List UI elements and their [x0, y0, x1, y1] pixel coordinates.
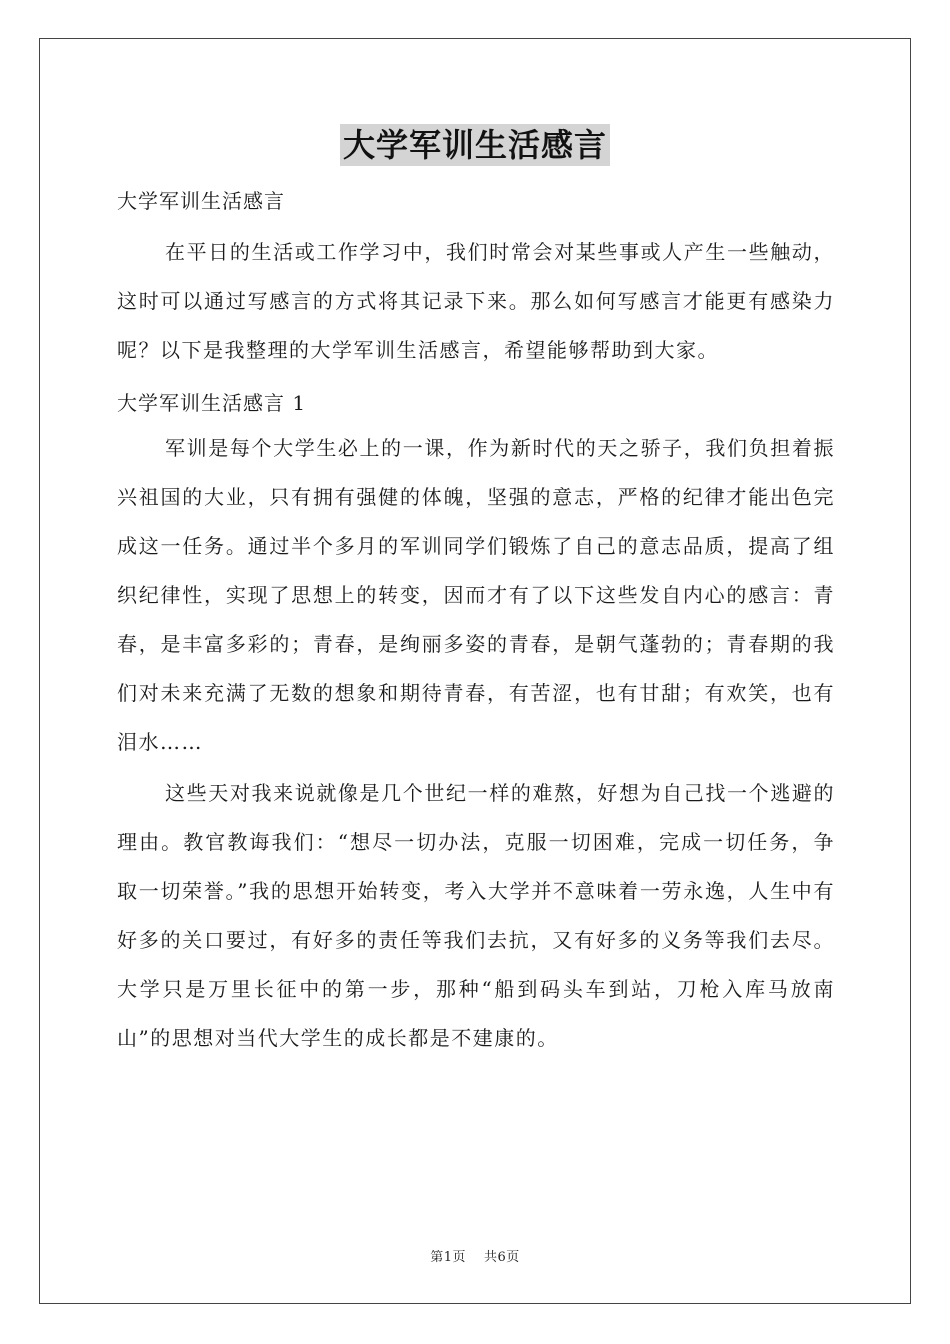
- document-body: [117, 180, 835, 1063]
- document-title: 大学军训生活感言: [340, 124, 610, 166]
- body-paragraph-2: 这些天对我来说就像是几个世纪一样的难熬，好想为自己找一个逃避的理由。教官教诲我们：“想尽一切办法，克服一切困难，完成一切任务，争取一切荣誉。”我的思想开始转变，考入大学并不意味着一劳永逸，人生中有好多的关口要过，有好多的责任等我们去抗，又有好多的义务等我们去尽。大学只是万里长征中的第一步，那种“船到码头车到站，刀枪入库马放南山”的思想对当代大学生的成长都是不建康的。: [117, 781, 835, 1050]
- intro-paragraph: 在平日的生活或工作学习中，我们时常会对某些事或人产生一些触动，这时可以通过写感言的方式将其记录下来。那么如何写感言才能更有感染力呢？以下是我整理的大学军训生活感言，希望能够帮助到大家。: [117, 240, 835, 362]
- page-total: 共6页: [484, 1250, 520, 1265]
- page-number: 第1页: [430, 1250, 466, 1265]
- page-footer: [0, 1246, 950, 1265]
- title-container: [0, 124, 950, 166]
- body-paragraph-1: 军训是每个大学生必上的一课，作为新时代的天之骄子，我们负担着振兴祖国的大业，只有拥有强健的体魄，坚强的意志，严格的纪律才能出色完成这一任务。通过半个多月的军训同学们锻炼了自己的意志品质，提高了组织纪律性，实现了思想上的转变，因而才有了以下这些发自内心的感言：青春，是丰富多彩的；青春，是绚丽多姿的青春，是朝气蓬勃的；青春期的我们对未来充满了无数的想象和期待青春，有苦涩，也有甘甜；有欢笑，也有泪水……: [117, 436, 835, 754]
- section-heading: 大学军训生活感言 1: [117, 391, 307, 415]
- document-subtitle: 大学军训生活感言: [117, 189, 285, 213]
